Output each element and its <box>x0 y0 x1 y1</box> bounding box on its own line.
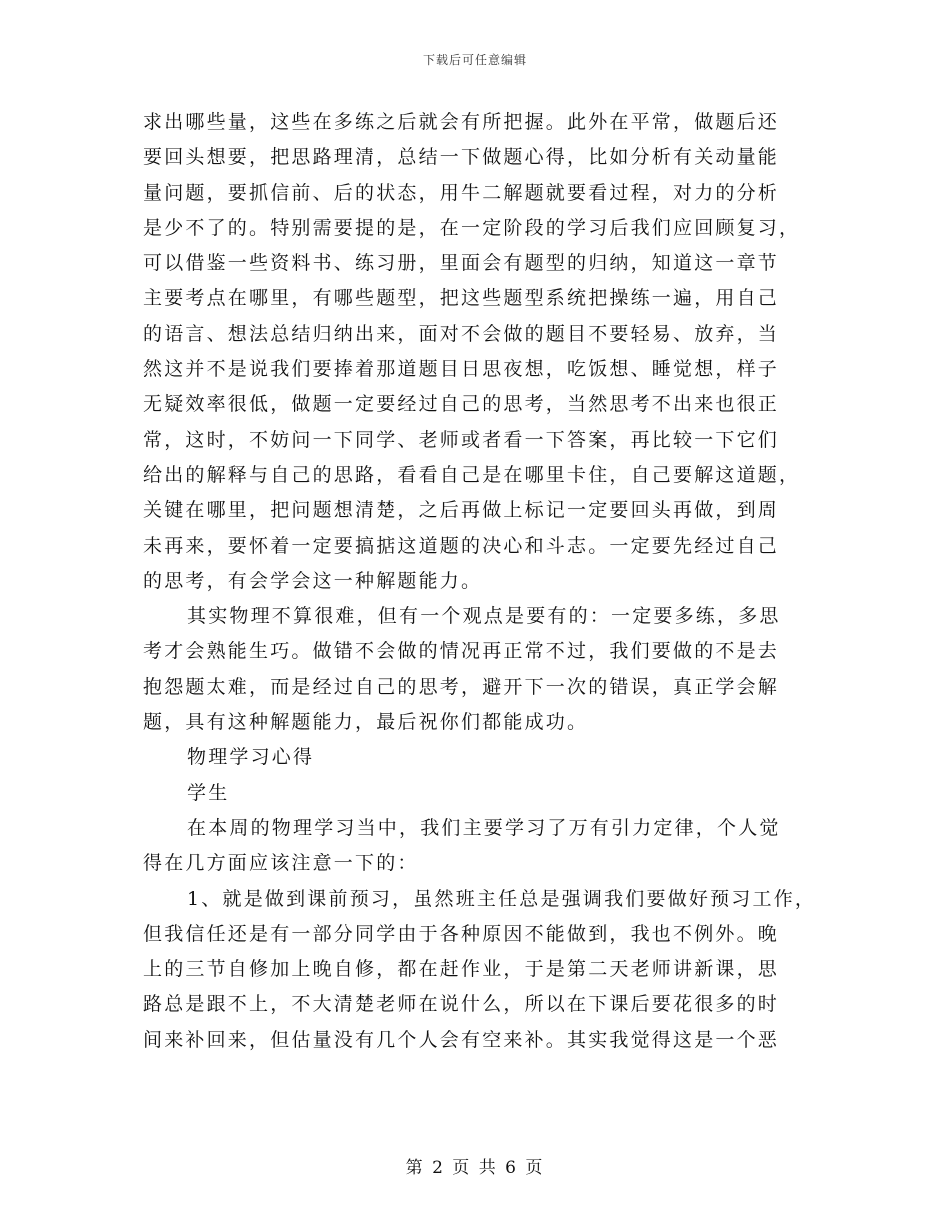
text-line: 但我信任还是有一部分同学由于各种原因不能做到，我也不例外。晚 <box>143 922 780 945</box>
text-line: 在本周的物理学习当中，我们主要学习了万有引力定律，个人觉 <box>187 816 781 839</box>
text-line: 量问题，要抓信前、后的状态，用牛二解题就要看过程，对力的分析 <box>143 181 780 204</box>
text-line: 可以借鉴一些资料书、练习册，里面会有题型的归纳，知道这一章节 <box>143 252 780 275</box>
text-line: 求出哪些量，这些在多练之后就会有所把握。此外在平常，做题后还 <box>143 111 780 133</box>
text-line: 题，具有这种解题能力，最后祝你们都能成功。 <box>143 711 589 734</box>
text-line: 无疑效率很低，做题一定要经过自己的思考，当然思考不出来也很正 <box>143 393 780 416</box>
text-line: 物理学习心得 <box>187 746 315 769</box>
text-line: 得在几方面应该注意一下的： <box>143 852 419 875</box>
text-line: 关键在哪里，把问题想清楚，之后再做上标记一定要回头再做，到周 <box>143 499 780 522</box>
text-line: 路总是跟不上，不大清楚老师在说什么，所以在下课后要花很多的时 <box>143 993 780 1016</box>
text-line: 未再来，要怀着一定要搞掂这道题的决心和斗志。一定要先经过自己 <box>143 534 780 557</box>
page-footer: 第 2 页 共 6 页 <box>405 1158 545 1178</box>
text-line: 的语言、想法总结归纳出来，面对不会做的题目不要轻易、放弃，当 <box>143 322 780 345</box>
body-text <box>143 105 823 1058</box>
text-line: 是少不了的。特别需要提的是，在一定阶段的学习后我们应回顾复习， <box>143 216 801 239</box>
text-line: 给出的解释与自己的思路，看看自己是在哪里卡住，自己要解这道题， <box>143 463 801 486</box>
text-line: 常，这时，不妨问一下同学、老师或者看一下答案，再比较一下它们 <box>143 428 780 451</box>
text-line: 然这并不是说我们要捧着那道题目日思夜想，吃饭想、睡觉想，样子 <box>143 358 780 381</box>
text-line: 学生 <box>187 781 230 804</box>
text-line: 其实物理不算很难，但有一个观点是要有的：一定要多练，多思 <box>187 605 781 628</box>
text-line: 抱怨题太难，而是经过自己的思考，避开下一次的错误，真正学会解 <box>143 675 780 698</box>
text-line: 上的三节自修加上晚自修，都在赶作业，于是第二天老师讲新课，思 <box>143 958 780 981</box>
text-line: 间来补回来，但估量没有几个人会有空来补。其实我觉得这是一个恶 <box>143 1028 780 1051</box>
page-header: 下载后可任意编辑 <box>422 53 527 67</box>
text-line: 考才会熟能生巧。做错不会做的情况再正常不过，我们要做的不是去 <box>143 640 780 663</box>
text-line: 要回头想要，把思路理清，总结一下做题心得，比如分析有关动量能 <box>143 146 780 169</box>
text-line: 主要考点在哪里，有哪些题型，把这些题型系统把操练一遍，用自己 <box>143 287 780 310</box>
text-line: 1、就是做到课前预习，虽然班主任总是强调我们要做好预习工作， <box>187 887 817 910</box>
text-line: 的思考，有会学会这一种解题能力。 <box>143 569 483 592</box>
